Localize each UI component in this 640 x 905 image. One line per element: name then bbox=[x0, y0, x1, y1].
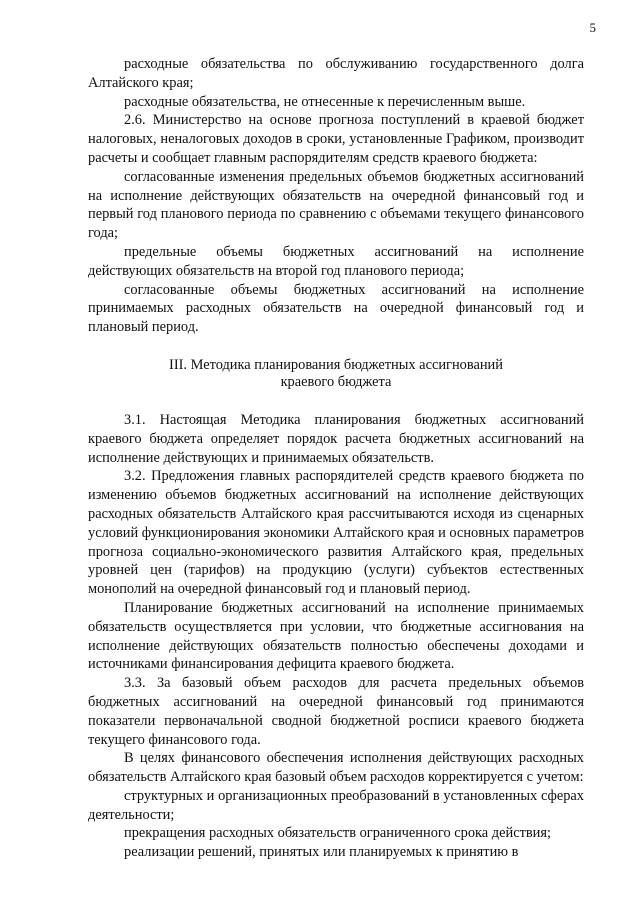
section-2-6-item: согласованные объемы бюджетных ассигнований на исполнение принимаемых расходных обязательств на очередной финансовый год и плановый период. bbox=[88, 281, 584, 336]
section-2-6-paragraph: 2.6. Министерство на основе прогноза поступлений в краевой бюджет налоговых, неналоговых доходов в сроки, установленные Графиком, производит расчеты и сообщает главным распорядителям средств краевого бюджета: bbox=[88, 112, 584, 166]
intro-item: расходные обязательства, не отнесенные к перечисленным выше. bbox=[124, 93, 526, 110]
section-3-heading-line1: III. Методика планирования бюджетных ассигнований bbox=[169, 356, 503, 373]
correction-item: структурных и организационных преобразований в установленных сферах деятельности; bbox=[88, 787, 584, 823]
section-2-6-item: предельные объемы бюджетных ассигнований на исполнение действующих обязательств на второй год планового периода; bbox=[88, 243, 584, 279]
section-3-2-paragraph: 3.2. Предложения главных распорядителей средств краевого бюджета по изменению объемов бюджетных ассигнований на исполнение действующих расходных обязательств Алтайского края рассчитываются исходя из сценарных условий функционирования экономики Алтайского края и основных параметров прогноза социально-экономического развития Алтайского края, предельных уровней цен (тарифов) на продукцию (услуги) субъектов естественных монополий на очередной финансовый год и плановый период. bbox=[88, 468, 584, 598]
planning-paragraph: Планирование бюджетных ассигнований на исполнение принимаемых обязательств осуществляется при условии, что бюджетные ассигнования на исполнение действующих обязательств полностью обеспечены доходами и источниками финансирования дефицита краевого бюджета. bbox=[88, 599, 584, 673]
section-3-3-paragraph: 3.3. За базовый объем расходов для расчета предельных объемов бюджетных ассигнований на очередной финансовый год принимаются показатели первоначальной сводной бюджетной росписи краевого бюджета текущего финансового года. bbox=[88, 675, 584, 748]
correction-item: прекращения расходных обязательств ограниченного срока действия; bbox=[124, 825, 551, 842]
document-body bbox=[88, 55, 584, 862]
correction-item: реализации решений, принятых или планируемых к принятию в bbox=[124, 844, 519, 861]
page-number: 5 bbox=[589, 20, 596, 35]
correction-paragraph: В целях финансового обеспечения исполнения действующих расходных обязательств Алтайского края базовый объем расходов корректируется с учетом: bbox=[88, 750, 584, 786]
intro-item: расходные обязательства по обслуживанию государственного долга Алтайского края; bbox=[88, 56, 584, 91]
section-3-1-paragraph: 3.1. Настоящая Методика планирования бюджетных ассигнований краевого бюджета определяет порядок расчета бюджетных ассигнований на исполнение действующих и принимаемых обязательств. bbox=[88, 411, 584, 466]
section-3-heading bbox=[88, 357, 584, 391]
section-2-6-item: согласованные изменения предельных объемов бюджетных ассигнований на исполнение действующих обязательств на очередной финансовый год и первый год планового периода по сравнению с объемами текущего финансового года; bbox=[88, 168, 584, 242]
section-3-heading-line2: краевого бюджета bbox=[280, 373, 392, 390]
